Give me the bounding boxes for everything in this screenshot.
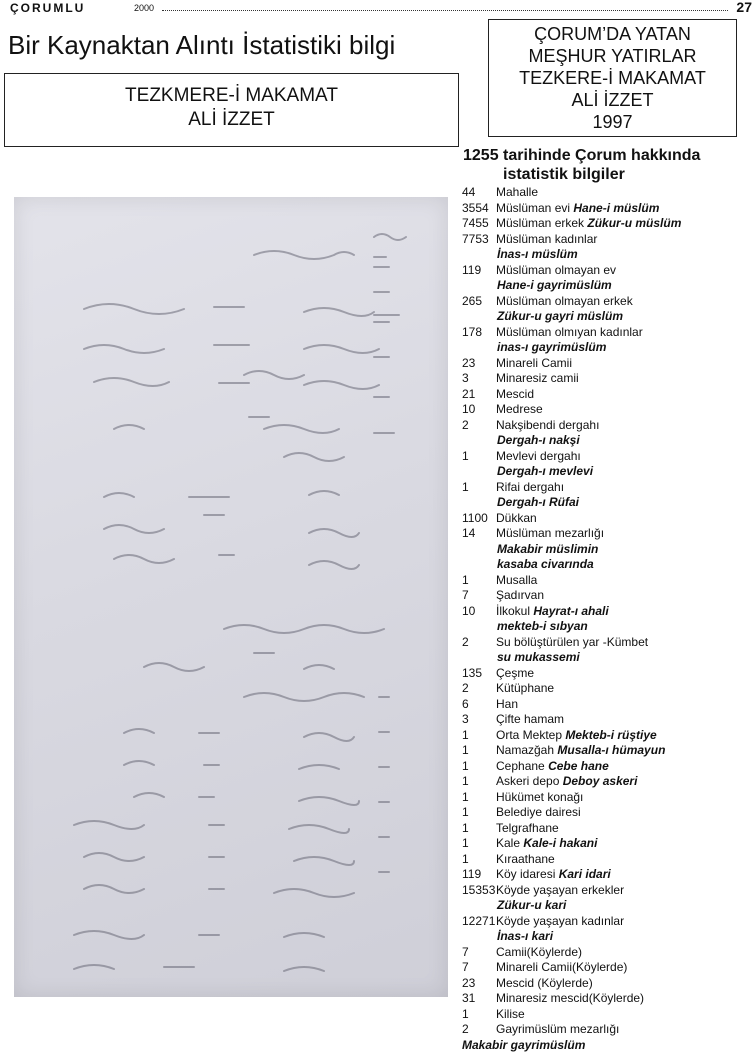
- ottoman-term: mekteb-i sıbyan: [497, 619, 588, 633]
- item-label: Musalla: [496, 572, 538, 587]
- item-count: 3554: [462, 200, 489, 215]
- item-count: 119: [462, 867, 482, 881]
- newspaper-brand: ÇORUMLU: [10, 1, 86, 15]
- item-label: İlkokul: [496, 603, 531, 618]
- item-count: 2: [462, 417, 469, 432]
- list-item: [462, 464, 752, 480]
- item-count: 1: [462, 851, 469, 866]
- item-count: 2: [462, 681, 469, 695]
- list-item: [462, 821, 752, 837]
- list-item: [462, 402, 752, 418]
- document-handwriting-image: [14, 197, 448, 997]
- item-count: 14: [462, 526, 476, 540]
- list-item: [462, 712, 752, 728]
- list-item: [462, 805, 752, 821]
- ottoman-term: Dergah-ı Rüfai: [497, 495, 580, 509]
- page-number: 27: [736, 0, 752, 15]
- list-item: [462, 960, 752, 976]
- list-item: [462, 1038, 752, 1054]
- ottoman-term: Zükur-u müslüm: [587, 216, 682, 230]
- item-label: Minaresiz camii: [496, 371, 579, 385]
- item-label: Müslüman olmayan ev: [496, 262, 617, 277]
- item-label: Müslüman evi: [496, 200, 571, 215]
- list-item: [462, 247, 752, 263]
- item-label: Köy idaresi: [496, 867, 556, 881]
- item-label: Kale: [496, 836, 521, 850]
- list-item: [462, 836, 752, 852]
- item-label: Rifai dergahı: [496, 479, 565, 494]
- list-item: [462, 883, 752, 899]
- item-count: 1: [462, 836, 469, 850]
- item-label: Cephane: [496, 758, 545, 773]
- item-count: 7: [462, 944, 469, 959]
- ottoman-term: Musalla-ı hümayun: [557, 743, 666, 757]
- ottoman-term: Mekteb-i rüştiye: [565, 727, 657, 742]
- item-count: 23: [462, 355, 476, 370]
- reference-box: [488, 19, 737, 137]
- reference-box-line1: ÇORUM’DA YATAN: [534, 24, 691, 44]
- list-item: [462, 697, 752, 713]
- item-label: Telgrafhane: [496, 820, 559, 835]
- list-item: [462, 216, 752, 232]
- ottoman-document-photo: [14, 197, 448, 997]
- list-item: [462, 294, 752, 310]
- item-count: 1: [462, 789, 469, 804]
- list-item: [462, 790, 752, 806]
- item-count: 44: [462, 185, 476, 199]
- list-item: [462, 449, 752, 465]
- item-count: 178: [462, 324, 483, 339]
- list-item: [462, 480, 752, 496]
- item-count: 3: [462, 712, 469, 726]
- list-item: [462, 914, 752, 930]
- item-count: 10: [462, 402, 476, 416]
- item-label: Dükkan: [496, 510, 537, 525]
- item-label: Müslüman olmayan erkek: [496, 293, 633, 308]
- list-item: [462, 743, 752, 759]
- list-item: [462, 232, 752, 248]
- item-label: Müslüman mezarlığı: [496, 526, 605, 540]
- item-label: Köyde yaşayan kadınlar: [496, 913, 625, 928]
- item-label: Müslüman kadınlar: [496, 231, 598, 246]
- item-count: 1: [462, 479, 469, 494]
- list-item: [462, 433, 752, 449]
- item-count: 23: [462, 975, 476, 990]
- item-label: Minareli Camii(Köylerde): [496, 960, 628, 974]
- page-header: [10, 0, 750, 16]
- item-label: Camii(Köylerde): [496, 944, 583, 959]
- reference-box-line2: MEŞHUR YATIRLAR: [528, 46, 697, 66]
- item-label: Nakşibendi dergahı: [496, 417, 600, 432]
- ottoman-term: Kari idari: [558, 867, 611, 881]
- list-item: [462, 1022, 752, 1038]
- item-label: Gayrimüslüm mezarlığı: [496, 1022, 620, 1036]
- list-item: [462, 635, 752, 651]
- item-count: 7: [462, 960, 469, 974]
- item-count: 7753: [462, 231, 489, 246]
- item-count: 265: [462, 293, 483, 308]
- list-item: [462, 511, 752, 527]
- ottoman-term: inas-ı gayrimüslüm: [497, 340, 607, 354]
- stats-list: [462, 185, 752, 1053]
- list-item: [462, 681, 752, 697]
- ottoman-term: Cebe hane: [548, 758, 609, 773]
- item-label: Kütüphane: [496, 681, 555, 695]
- list-item: [462, 852, 752, 868]
- reference-box-line5: 1997: [592, 112, 633, 132]
- ottoman-term: Hane-i müslüm: [573, 200, 660, 215]
- item-count: 7455: [462, 216, 489, 230]
- item-label: Belediye dairesi: [496, 805, 581, 819]
- item-count: 1: [462, 572, 469, 587]
- list-item: [462, 418, 752, 434]
- list-item: [462, 356, 752, 372]
- item-label: Han: [496, 696, 519, 711]
- item-label: Çifte hamam: [496, 712, 565, 726]
- item-count: 31: [462, 991, 476, 1005]
- item-label: Müslüman erkek: [496, 216, 585, 230]
- ottoman-term: su mukassemi: [497, 650, 580, 664]
- item-label: Mahalle: [496, 185, 539, 199]
- item-count: 119: [462, 262, 482, 277]
- item-label: Su bölüştürülen yar -Kümbet: [496, 634, 649, 649]
- item-count: 1: [462, 727, 469, 742]
- ottoman-term: İnas-ı müslüm: [497, 247, 578, 261]
- item-label: Minaresiz mescid(Köylerde): [496, 991, 645, 1005]
- ottoman-term: kasaba civarında: [497, 557, 594, 571]
- issue-year: 2000: [134, 3, 155, 13]
- item-label: Köyde yaşayan erkekler: [496, 882, 625, 897]
- item-count: 2: [462, 634, 469, 649]
- item-count: 1: [462, 820, 469, 835]
- list-item: [462, 340, 752, 356]
- list-item: [462, 1007, 752, 1023]
- stats-heading: [463, 146, 752, 184]
- list-item: [462, 201, 752, 217]
- list-item: [462, 991, 752, 1007]
- list-item: [462, 309, 752, 325]
- item-count: 10: [462, 603, 476, 618]
- item-count: 12271: [462, 913, 496, 928]
- header-dotted-rule: [162, 10, 728, 11]
- item-count: 1: [462, 758, 469, 773]
- ottoman-term: Hayrat-ı ahali: [533, 603, 609, 618]
- ottoman-term: Deboy askeri: [562, 774, 638, 788]
- ottoman-term: Makabir gayrimüslüm: [462, 1037, 586, 1052]
- list-item: [462, 774, 752, 790]
- list-item: [462, 619, 752, 635]
- ottoman-term: Dergah-ı nakşi: [497, 433, 580, 447]
- list-item: [462, 185, 752, 201]
- item-label: Namazğah: [496, 743, 555, 757]
- list-item: [462, 976, 752, 992]
- list-item: [462, 557, 752, 573]
- ottoman-term: Hane-i gayrimüslüm: [497, 278, 612, 292]
- item-label: Kilise: [496, 1006, 525, 1021]
- list-item: [462, 604, 752, 620]
- list-item: [462, 945, 752, 961]
- ottoman-term: Kale-i hakani: [523, 836, 598, 850]
- item-count: 15353: [462, 882, 496, 897]
- item-label: Hükümet konağı: [496, 789, 584, 804]
- item-label: Kıraathane: [496, 851, 555, 866]
- list-item: [462, 371, 752, 387]
- list-item: [462, 666, 752, 682]
- item-count: 135: [462, 665, 483, 680]
- list-item: [462, 573, 752, 589]
- reference-box-line3: TEZKERE-İ MAKAMAT: [519, 68, 706, 88]
- item-count: 1100: [462, 510, 488, 525]
- item-count: 1: [462, 448, 469, 463]
- item-count: 6: [462, 696, 469, 711]
- source-box-line1: TEZKMERE-İ MAKAMAT: [125, 85, 338, 106]
- item-count: 1: [462, 1006, 469, 1021]
- item-label: Mevlevi dergahı: [496, 448, 581, 463]
- list-item: [462, 542, 752, 558]
- stats-heading-line2: istatistik bilgiler: [503, 166, 625, 183]
- list-item: [462, 325, 752, 341]
- item-label: Çeşme: [496, 665, 535, 680]
- item-label: Mescid (Köylerde): [496, 975, 593, 990]
- article-title: Bir Kaynaktan Alıntı İstatistiki bilgi: [8, 30, 396, 60]
- item-count: 3: [462, 371, 469, 385]
- list-item: [462, 588, 752, 604]
- list-item: [462, 278, 752, 294]
- item-label: Askeri depo: [496, 774, 560, 788]
- source-box: [4, 73, 459, 147]
- ottoman-term: Dergah-ı mevlevi: [497, 464, 594, 478]
- list-item: [462, 387, 752, 403]
- item-count: 7: [462, 588, 469, 602]
- reference-box-line4: ALİ İZZET: [571, 90, 654, 110]
- list-item: [462, 650, 752, 666]
- list-item: [462, 495, 752, 511]
- list-item: [462, 263, 752, 279]
- ottoman-term: İnas-ı kari: [497, 929, 554, 943]
- list-item: [462, 929, 752, 945]
- ottoman-term: Zükur-u gayri müslüm: [497, 309, 624, 323]
- item-count: 2: [462, 1022, 469, 1036]
- item-count: 1: [462, 805, 469, 819]
- list-item: [462, 867, 752, 883]
- stats-heading-line1: 1255 tarihinde Çorum hakkında: [463, 147, 701, 164]
- ottoman-term: Makabir müslimin: [497, 541, 599, 556]
- item-count: 1: [462, 774, 469, 788]
- item-count: 21: [462, 386, 476, 401]
- item-label: Minareli Camii: [496, 355, 573, 370]
- item-label: Şadırvan: [496, 588, 545, 602]
- item-label: Mescid: [496, 386, 535, 401]
- list-item: [462, 759, 752, 775]
- item-label: Medrese: [496, 402, 543, 416]
- list-item: [462, 898, 752, 914]
- list-item: [462, 526, 752, 542]
- list-item: [462, 728, 752, 744]
- item-label: Orta Mektep: [496, 727, 563, 742]
- source-box-line2: ALİ İZZET: [188, 109, 275, 130]
- item-count: 1: [462, 743, 469, 757]
- ottoman-term: Zükur-u kari: [497, 898, 567, 912]
- item-label: Müslüman olmıyan kadınlar: [496, 324, 643, 339]
